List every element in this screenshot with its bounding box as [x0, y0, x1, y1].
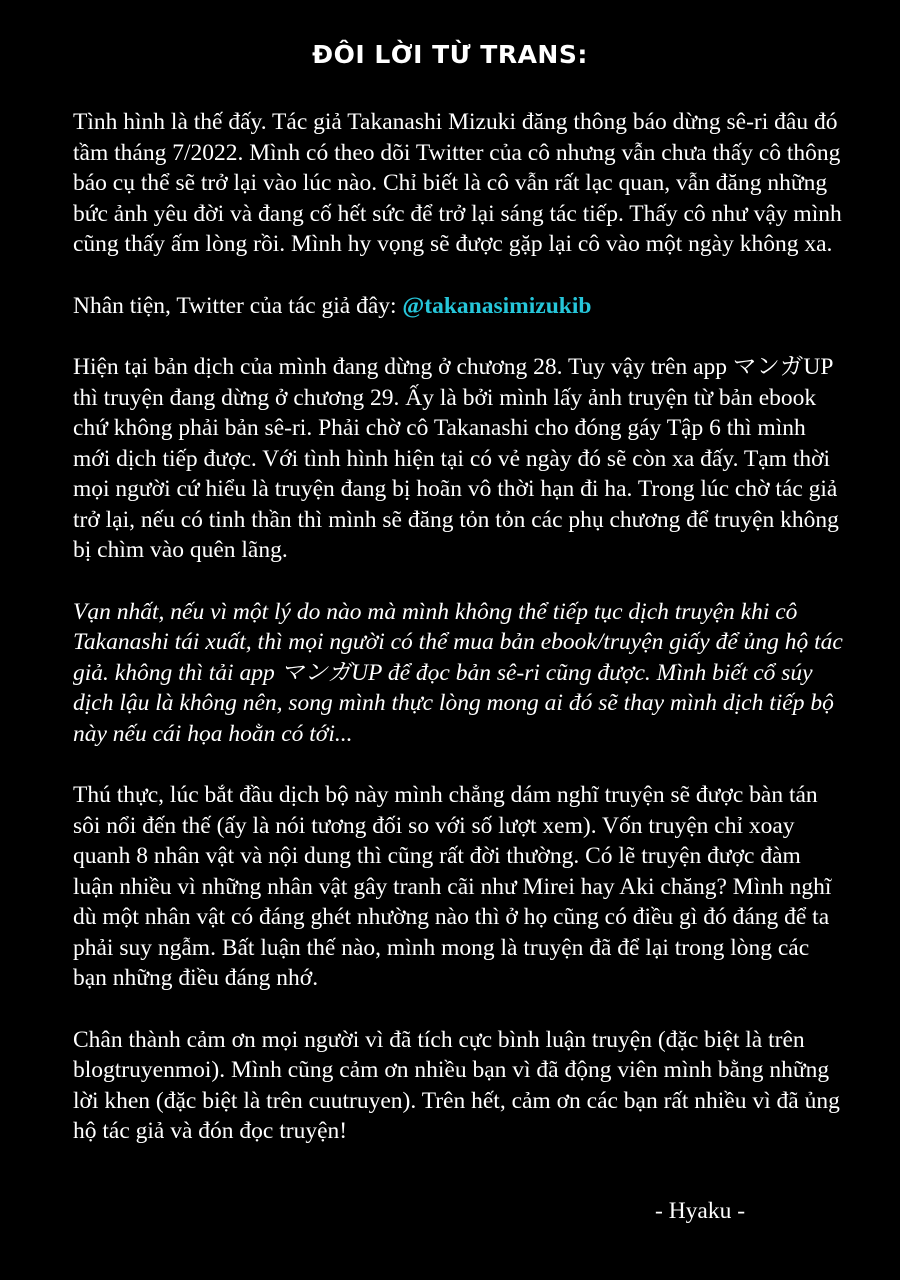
twitter-handle-link[interactable]: @takanasimizukib [402, 292, 592, 319]
note-body [73, 107, 843, 1178]
paragraph-translation-progress: Hiện tại bản dịch của mình đang dừng ở chương 28. Tuy vậy trên app マンガUP thì truyện đang dừng ở chương 29. Ấy là bởi mình lấy ảnh truyện từ bản ebook chứ không phải bản sê-ri. Phải chờ cô Takanashi cho đóng gáy Tập 6 thì mình mới dịch tiếp được. Với tình hình hiện tại có vẻ ngày đó sẽ còn xa đấy. Tạm thời mọi người cứ hiểu là truyện đang bị hoãn vô thời hạn đi ha. Trong lúc chờ tác giả trở lại, nếu có tinh thần thì mình sẽ đăng tỏn tỏn các phụ chương để truyện không bị chìm vào quên lãng. [73, 354, 839, 563]
paragraph-hiatus-status: Tình hình là thế đấy. Tác giả Takanashi Mizuki đăng thông báo dừng sê-ri đâu đó tầm tháng 7/2022. Mình có theo dõi Twitter của cô nhưng vẫn chưa thấy cô thông báo cụ thể sẽ trở lại vào lúc nào. Chỉ biết là cô vẫn rất lạc quan, vẫn đăng những bức ảnh yêu đời và đang cố hết sức để trở lại sáng tác tiếp. Thấy cô như vậy mình cũng thấy ấm lòng rồi. Mình hy vọng sẽ được gặp lại cô vào một ngày không xa. [73, 109, 842, 257]
translator-signature: - Hyaku - [655, 1198, 746, 1224]
paragraph-contingency: Vạn nhất, nếu vì một lý do nào mà mình không thể tiếp tục dịch truyện khi cô Takanashi tái xuất, thì mọi người có thể mua bản ebook/truyện giấy để ủng hộ tác giả. không thì tải app マンガUP để đọc bản sê-ri cũng được. Mình biết cổ súy dịch lậu là không nên, song mình thực lòng mong ai đó sẽ thay mình dịch tiếp bộ này nếu cái họa hoằn có tới... [73, 598, 843, 747]
paragraph-twitter [73, 291, 843, 322]
twitter-prefix-text: Nhân tiện, Twitter của tác giả đây: [73, 292, 403, 319]
paragraph-reflection: Thú thực, lúc bắt đầu dịch bộ này mình chẳng dám nghĩ truyện sẽ được bàn tán sôi nổi đến thế (ấy là nói tương đối so với số lượt xem). Vốn truyện chỉ xoay quanh 8 nhân vật và nội dung thì cũng rất đời thường. Có lẽ truyện được đàm luận nhiều vì những nhân vật gây tranh cãi như Mirei hay Aki chăng? Mình nghĩ dù một nhân vật có đáng ghét nhường nào thì ở họ cũng có điều gì đó đáng để ta phải suy ngẫm. Bất luận thế nào, mình mong là truyện đã để lại trong lòng các bạn những điều đáng nhớ. [73, 782, 832, 991]
page-title: ĐÔI LỜI TỪ TRANS: [312, 40, 588, 69]
paragraph-thanks: Chân thành cảm ơn mọi người vì đã tích cực bình luận truyện (đặc biệt là trên blogtruyenmoi). Mình cũng cảm ơn nhiều bạn vì đã động viên mình bằng những lời khen (đặc biệt là trên cuutruyen). Trên hết, cảm ơn các bạn rất nhiều vì đã ủng hộ tác giả và đón đọc truyện! [73, 1026, 840, 1144]
